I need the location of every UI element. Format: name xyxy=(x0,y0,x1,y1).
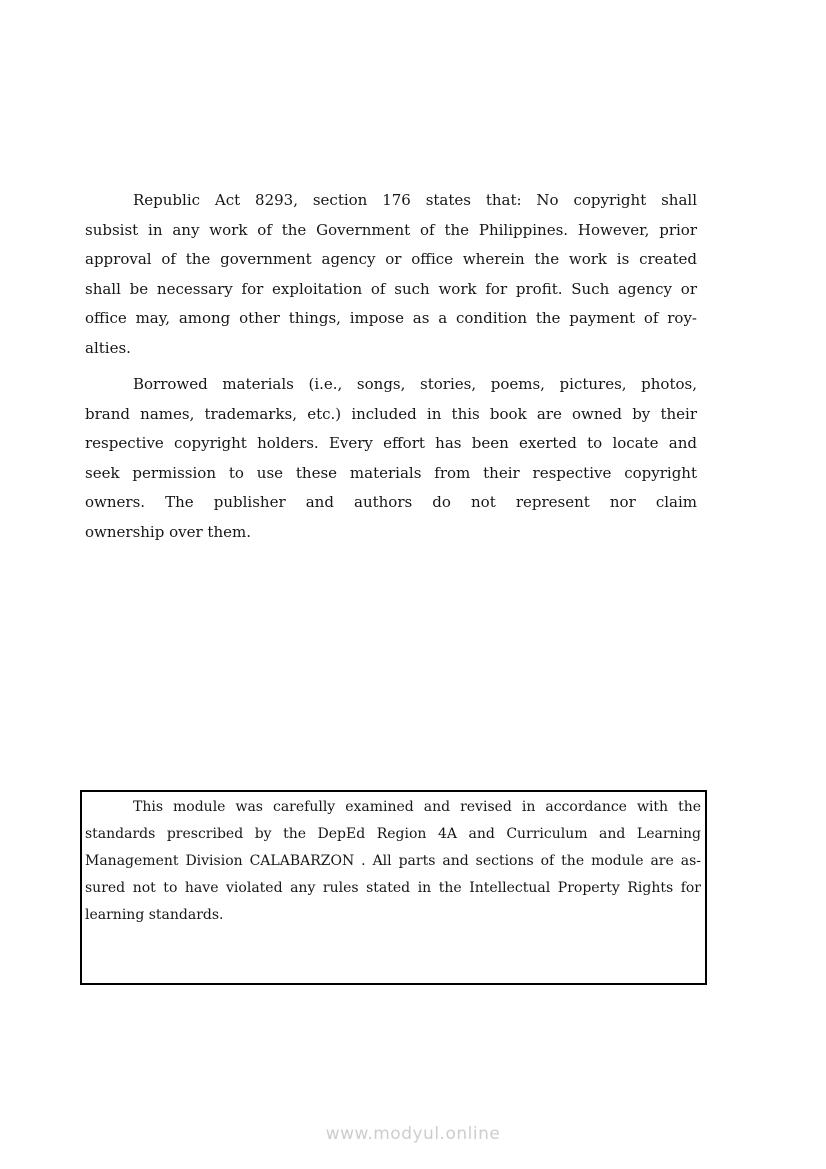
text-line: alties. xyxy=(85,338,131,357)
text-line: This module was carefully examined and revised in accordance with the xyxy=(133,799,701,815)
text-line: shall be necessary for exploitation of such work for profit. Such agency or xyxy=(85,279,697,298)
text-line: Management Division CALABARZON . All parts and sections of the module are as- xyxy=(85,853,701,869)
review-box-text xyxy=(85,794,701,929)
text-line: seek permission to use these materials from their respective copyright xyxy=(85,463,697,482)
review-box xyxy=(80,790,707,985)
text-line: learning standards. xyxy=(85,907,224,923)
text-line: office may, among other things, impose as a condition the payment of roy- xyxy=(85,309,697,327)
text-line: subsist in any work of the Government of the Philippines. However, prior xyxy=(85,220,697,239)
text-line: Republic Act 8293, section 176 states that: No copyright shall xyxy=(133,191,697,209)
text-line: owners. The publisher and authors do not represent nor claim xyxy=(85,493,697,511)
text-line: sured not to have violated any rules stated in the Intellectual Property Rights for xyxy=(85,880,701,896)
text-line: ownership over them. xyxy=(85,522,251,541)
text-line: standards prescribed by the DepEd Region 4A and Curriculum and Learning xyxy=(85,826,701,842)
paragraph-copyright-notice xyxy=(85,186,697,363)
text-line: approval of the government agency or office wherein the work is created xyxy=(85,250,697,268)
text-line: respective copyright holders. Every effort has been exerted to locate and xyxy=(85,434,697,452)
text-line: brand names, trademarks, etc.) included in this book are owned by their xyxy=(85,404,697,423)
paragraph-borrowed-materials xyxy=(85,370,697,547)
watermark-text: www.modyul.online xyxy=(325,1124,501,1144)
text-line: Borrowed materials (i.e., songs, stories, poems, pictures, photos, xyxy=(133,375,697,393)
body-text-column xyxy=(85,186,697,554)
